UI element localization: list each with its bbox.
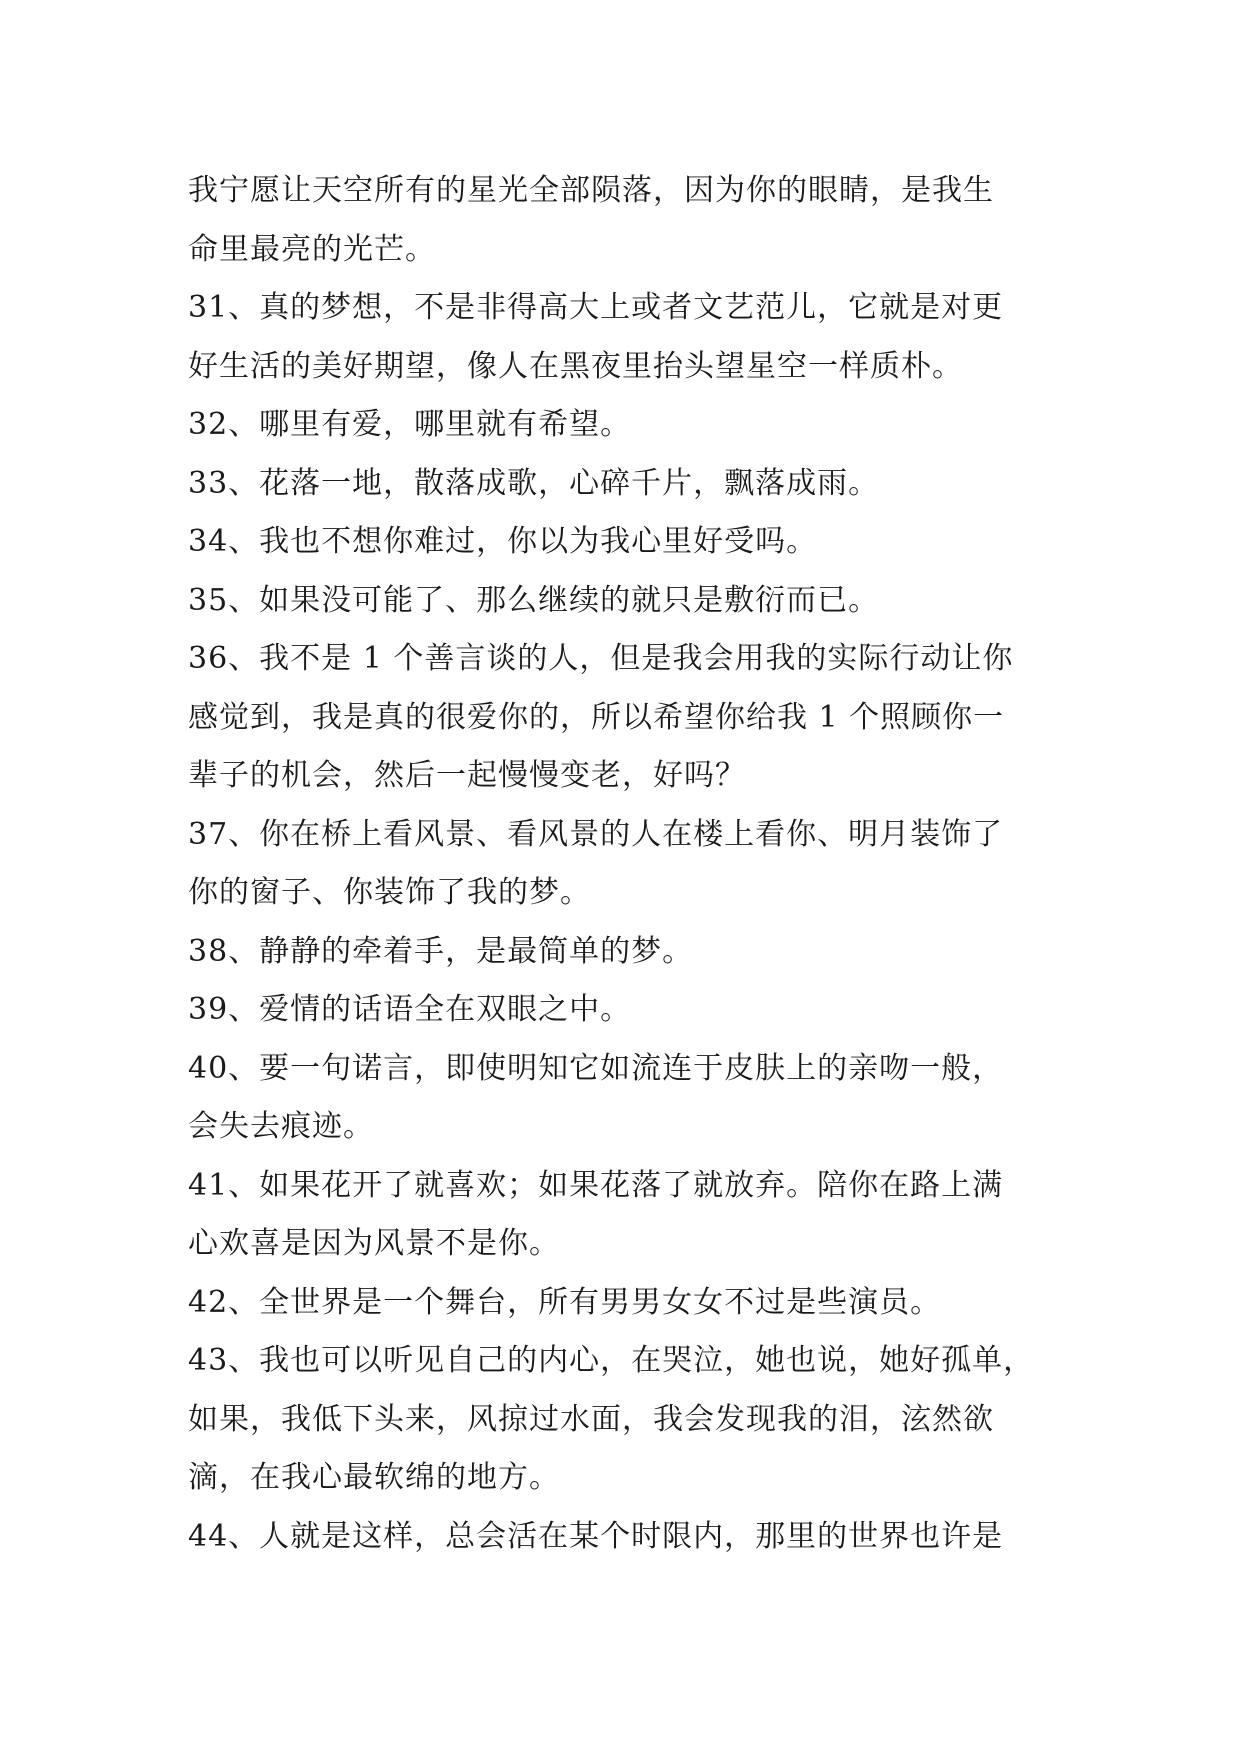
text-line: 31、真的梦想，不是非得高大上或者文艺范儿，它就是对更 [188,290,1004,325]
text-line: 我宁愿让天空所有的星光全部陨落，因为你的眼睛，是我生 [188,173,994,208]
text-line: 36、我不是 1 个善言谈的人，但是我会用我的实际行动让你 [188,641,1014,676]
text-line: 心欢喜是因为风景不是你。 [188,1226,560,1261]
text-line: 44、人就是这样，总会活在某个时限内，那里的世界也许是 [188,1518,1004,1554]
text-body [188,162,1068,1566]
text-line: 感觉到，我是真的很爱你的，所以希望你给我 1 个照顾你一 [188,699,1005,735]
text-line: 滴，在我心最软绵的地方。 [188,1460,560,1495]
text-line: 辈子的机会，然后一起慢慢变老，好吗？ [188,758,746,793]
text-line: 命里最亮的光芒。 [188,231,436,267]
text-line: 35、如果没可能了、那么继续的就只是敷衍而已。 [188,582,880,618]
text-line: 33、花落一地，散落成歌，心碎千片，飘落成雨。 [188,465,880,501]
text-line: 32、哪里有爱，哪里就有希望。 [188,407,632,442]
text-line: 你的窗子、你装饰了我的梦。 [188,875,591,910]
text-line: 43、我也可以听见自己的内心，在哭泣，她也说，她好孤单， [188,1343,1035,1378]
text-line: 39、爱情的话语全在双眼之中。 [188,992,632,1027]
text-line: 34、我也不想你难过，你以为我心里好受吗。 [188,524,818,559]
text-line: 38、静静的牵着手，是最简单的梦。 [188,933,694,969]
text-line: 会失去痕迹。 [188,1109,374,1144]
text-line: 37、你在桥上看风景、看风景的人在楼上看你、明月装饰了 [188,816,1004,852]
text-line: 42、全世界是一个舞台，所有男男女女不过是些演员。 [188,1284,942,1320]
text-line: 40、要一句诺言，即使明知它如流连于皮肤上的亲吻一般， [188,1050,1004,1086]
text-line: 41、如果花开了就喜欢；如果花落了就放弃。陪你在路上满 [188,1167,1004,1203]
text-line: 好生活的美好期望，像人在黑夜里抬头望星空一样质朴。 [188,348,963,384]
text-line: 如果，我低下头来，风掠过水面，我会发现我的泪，泫然欲 [188,1401,994,1437]
